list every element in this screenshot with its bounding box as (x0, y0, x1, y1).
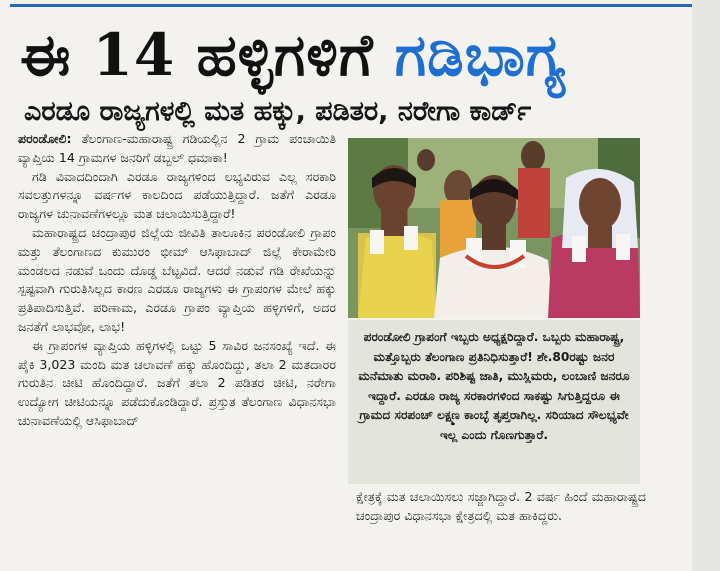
article-paragraph-1: ಪರಂಡೋಲಿ: ತೆಲಂಗಾಣ-ಮಹಾರಾಷ್ಟ್ರ ಗಡಿಯಲ್ಲಿನ 2 ಗ್ರಾಮ ಪಂಚಾಯಿತಿ ವ್ಯಾಪ್ತಿಯ 14 ಗ್ರಾಮಗಳ ಜನರಿಗೆ ಡಬ್ಬಲ್ ಧಮಾಕಾ! (18, 131, 336, 165)
page-margin-strip (692, 0, 720, 571)
article-paragraph-2: ಗಡಿ ವಿವಾದದಿಂದಾಗಿ ಎರಡೂ ರಾಜ್ಯಗಳಿಂದ ಲಭ್ಯವಿರುವ ಎಲ್ಲ ಸರಕಾರಿ ಸವಲತ್ತುಗಳನ್ನೂ ವರ್ಷಗಳ ಕಾಲದಿಂದ ಪಡೆಯುತ್ತಿದ್ದಾರೆ. ಜತೆಗೆ ಎರಡೂ ರಾಜ್ಯಗಳ ಚುನಾವಣೆಗಳಲ್ಲೂ ಮತ ಚಲಾಯಿಸುತ್ತಿದ್ದಾರೆ! (18, 168, 336, 222)
article-paragraph-3: ಮಹಾರಾಷ್ಟ್ರದ ಚಂದ್ರಾಪುರ ಜಿಲ್ಲೆಯ ಜೀವಿತಿ ತಾಲೂಕಿನ ಪರಂಡೋಲಿ ಗ್ರಾಪಂ ಮತ್ತು ತೆಲಂಗಾಣದ ಕುಮುರಂ ಭೀಮ್ ಆಸಿಫಾಬಾದ್ ಜಿಲ್ಲೆ ಕೇರಾಮೇರಿ ಮಂಡಲದ ನಡುವೆ ಒಂದು ದೊಡ್ಡ ಬೆಟ್ಟವಿದೆ. ಆದರೆ ನಡುವೆ ಗಡಿ ರೇಖೆಯನ್ನು ಸ್ಪಷ್ಟವಾಗಿ ಗುರುತಿಸಿಲ್ಲದ ಕಾರಣ ಎರಡೂ ರಾಜ್ಯಗಳು ಈ ಗ್ರಾಪಂಗಳ ಮೇಲೆ ಹಕ್ಕು ಪ್ರತಿಪಾದಿಸುತ್ತಿವೆ. ಪರಿಣಾಮ, ಎರಡೂ ಗ್ರಾಪಂ ವ್ಯಾಪ್ತಿಯ ಹಳ್ಳಿಗಳಿಗೆ, ಅದರ ಜನತೆಗೆ ಲಾಭವೋ, ಲಾಭ! (18, 224, 336, 334)
photo-caption-box (348, 320, 640, 484)
headline-main: ಈ 14 ಹಳ್ಳಿಗಳಿಗೆ (20, 21, 395, 89)
photo-caption: ಪರಂಡೋಲಿ ಗ್ರಾಪಂಗೆ ಇಬ್ಬರು ಅಧ್ಯಕ್ಷರಿದ್ದಾರೆ. ಒಬ್ಬರು ಮಹಾರಾಷ್ಟ್ರ, ಮತ್ತೊಬ್ಬರು ತೆಲಂಗಾಣ ಪ್ರತಿನಿಧಿಸುತ್ತಾರೆ! ಶೇ.80ರಷ್ಟು ಜನರ ಮನೆಮಾತು ಮರಾಠಿ. ಪರಿಶಿಷ್ಟ ಜಾತಿ, ಮುಸ್ಲಿಮರು, ಲಂಬಾಣಿ ಜನರೂ ಇದ್ದಾರೆ. ಎರಡೂ ರಾಜ್ಯ ಸರಕಾರಗಳಿಂದ ಸಾಕಷ್ಟು ಸಿಗುತ್ತಿದ್ದರೂ ಈ ಗ್ರಾಮದ ಸರಪಂಚ್ ಲಕ್ಷ್ಮಣ ಕಾಂಬ್ಳೆ ತೃಪ್ತರಾಗಿಲ್ಲ. ಸರಿಯಾದ ಸೌಲಭ್ಯವೇ ಇಲ್ಲ ಎಂದು ಗೊಣಗುತ್ತಾರೆ. (358, 330, 630, 442)
article-continuation (356, 488, 646, 526)
article-paragraph-4: ಈ ಗ್ರಾಪಂಗಳ ವ್ಯಾಪ್ತಿಯ ಹಳ್ಳಿಗಳಲ್ಲಿ ಒಟ್ಟು 5 ಸಾವಿರ ಜನಸಂಖ್ಯೆ ಇದೆ. ಈ ಪೈಕಿ 3,023 ಮಂದಿ ಮತ ಚಲಾವಣೆ ಹಕ್ಕು ಹೊಂದಿದ್ದು, ತಲಾ 2 ಮತದಾರರ ಗುರುತಿನ ಚೀಟಿ ಹೊಂದಿದ್ದಾರೆ. ಜತೆಗೆ ತಲಾ 2 ಪಡಿತರ ಚೀಟಿ, ನರೇಗಾ ಉದ್ಯೋಗ ಚೀಟಿಯನ್ನೂ ಪಡೆದುಕೊಂಡಿದ್ದಾರೆ. ಪ್ರಸ್ತುತ ತೆಲಂಗಾಣ ವಿಧಾನಸಭಾ ಚುನಾವಣೆಯಲ್ಲಿ ಆಸಿಫಾಬಾದ್ (18, 337, 336, 428)
photo-women-voters (348, 138, 640, 318)
subheadline: ಎರಡೂ ರಾಜ್ಯಗಳಲ್ಲಿ ಮತ ಹಕ್ಕು, ಪಡಿತರ, ನರೇಗಾ ಕಾರ್ಡ್ (24, 96, 532, 127)
headline (20, 14, 692, 96)
top-blue-rule (10, 4, 692, 7)
headline-highlight: ಗಡಿಭಾಗ್ಯ (394, 21, 567, 89)
dateline: ಪರಂಡೋಲಿ: (18, 131, 72, 146)
article-body (18, 130, 336, 431)
photo-illustration (348, 138, 640, 318)
continuation-paragraph: ಕ್ಷೇತ್ರಕ್ಕೆ ಮತ ಚಲಾಯಿಸಲು ಸಜ್ಜಾಗಿದ್ದಾರೆ. 2 ವರ್ಷ ಹಿಂದೆ ಮಹಾರಾಷ್ಟ್ರದ ಚಂದ್ರಾಪುರ ವಿಧಾನಸಭಾ ಕ್ಷೇತ್ರದಲ್ಲಿ ಮತ ಹಾಕಿದ್ದರು. (356, 489, 646, 523)
